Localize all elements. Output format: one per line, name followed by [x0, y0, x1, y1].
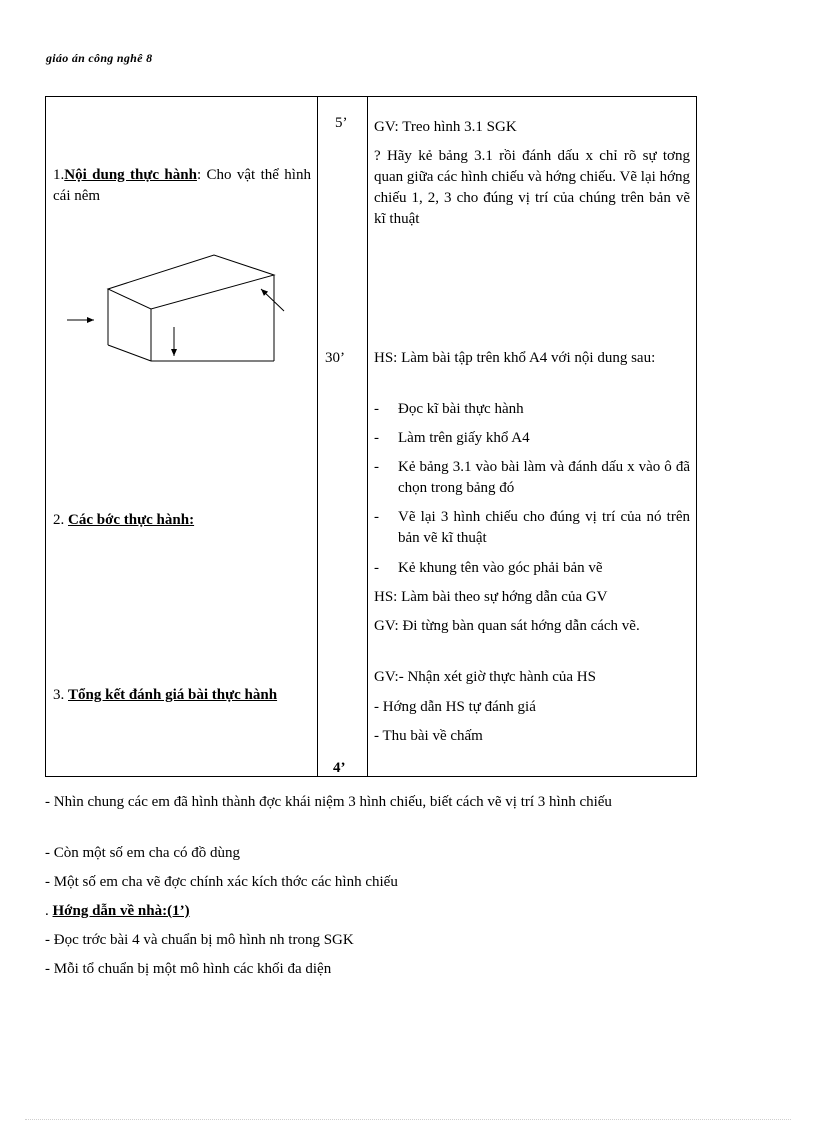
homework-item-2: - Mỗi tổ chuẩn bị một mô hình các khối đa diện: [45, 961, 332, 977]
list-item: - Kẻ khung tên vào góc phải bản vẽ: [374, 560, 603, 576]
section-3-title: Tổng kết đánh giá bài thực hành: [68, 687, 278, 703]
section-1-heading: [53, 165, 311, 207]
section-1-description: : Cho vật thể hình cái nêm: [53, 167, 311, 204]
closing-item-1: - Hớng dẫn HS tự đánh giá: [374, 699, 536, 715]
section-2-title: Các bớc thực hành:: [68, 512, 195, 528]
hs-task-1: HS: Làm bài tập trên khổ A4 với nội dung sau:: [374, 350, 656, 366]
homework-title: Hớng dẫn về nhà:(1’): [52, 903, 190, 919]
list-item: - Làm trên giấy khổ A4: [374, 430, 530, 446]
gv-instruction-2: GV: Đi từng bàn quan sát hớng dẫn cách vẽ.: [374, 618, 640, 634]
section-2-heading: [53, 510, 311, 531]
list-item: - Vẽ lại 3 hình chiếu cho đúng vị trí của nó trên bản vẽ kĩ thuật: [374, 509, 690, 546]
time-1: 5’: [335, 115, 348, 131]
section-1-number: 1.: [53, 167, 65, 183]
hs-task-2: HS: Làm bài theo sự hớng dẫn của GV: [374, 589, 608, 605]
note-1: - Nhìn chung các em đã hình thành đợc khái niệm 3 hình chiếu, biết cách vẽ vị trí 3 hình chiếu: [45, 794, 612, 810]
question-1: ? Hãy kẻ bảng 3.1 rồi đánh dấu x chỉ rõ sự tơng quan giữa các hình chiếu và hớng chiếu. Vẽ lại hớng chiếu 1, 2, 3 cho đúng vị trí của chúng trên bản vẽ kĩ thuật: [374, 148, 690, 227]
homework-prefix: .: [45, 903, 53, 919]
wedge-figure: [64, 245, 288, 365]
note-3: - Một số em cha vẽ đợc chính xác kích thớc các hình chiếu: [45, 874, 398, 890]
column-divider-1: [317, 97, 318, 776]
time-3: 4’: [333, 760, 346, 776]
time-2: 30’: [325, 350, 345, 366]
list-item: - Kẻ bảng 3.1 vào bài làm và đánh dấu x vào ô đã chọn trong bảng đó: [374, 459, 690, 496]
box-drawing: [108, 255, 274, 361]
section-2-number: 2.: [53, 512, 68, 528]
column-divider-2: [367, 97, 368, 776]
section-3-heading: [53, 685, 315, 706]
gv-instruction-3: GV:- Nhận xét giờ thực hành của HS: [374, 669, 596, 685]
gv-instruction-1: GV: Treo hình 3.1 SGK: [374, 119, 517, 135]
list-item: - Đọc kĩ bài thực hành: [374, 401, 524, 417]
lesson-table: [45, 96, 697, 777]
homework-item-1: - Đọc trớc bài 4 và chuẩn bị mô hình nh trong SGK: [45, 932, 354, 948]
section-1-title: Nội dung thực hành: [64, 167, 197, 183]
page-header: giáo án công nghê 8: [46, 51, 153, 65]
closing-item-2: - Thu bài về chấm: [374, 728, 483, 744]
arrow-3-icon: [261, 289, 284, 311]
footer-divider: [25, 1119, 791, 1120]
section-3-number: 3.: [53, 687, 68, 703]
note-2: - Còn một số em cha có đồ dùng: [45, 845, 240, 861]
homework-heading: [45, 901, 775, 922]
